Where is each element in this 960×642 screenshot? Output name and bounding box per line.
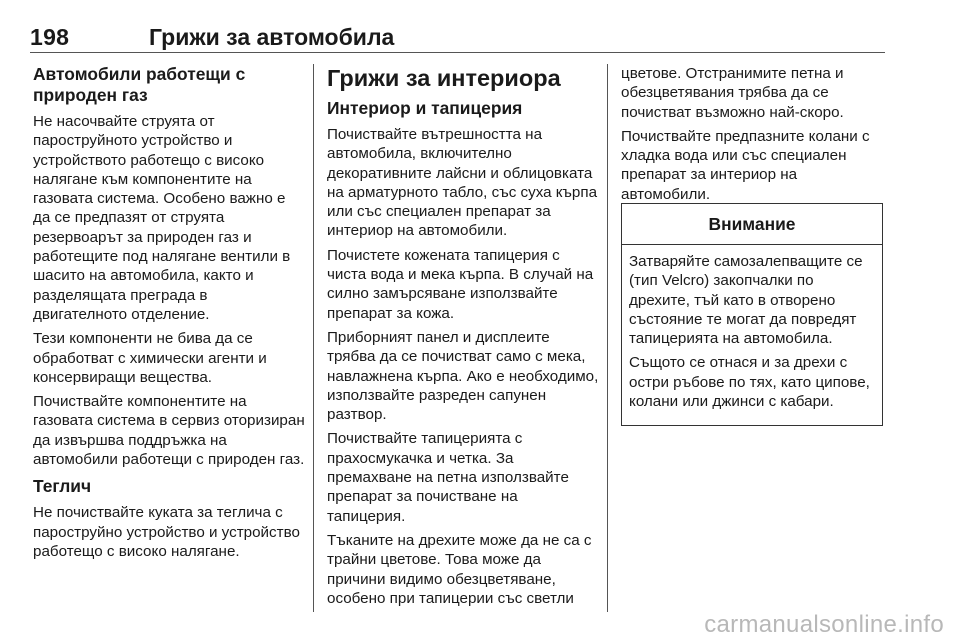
notice-title: Внимание (622, 204, 882, 245)
seatbelt-paragraph: Почиствайте предпазните колани с хладка вода или със специален препарат за интериор на автомобили. (621, 127, 870, 203)
interior-care-title: Грижи за интериора (327, 65, 561, 91)
cng-paragraph-3: Почиствайте компонентите на газовата система в сервиз оторизиран да извършва поддръжка на автомобили работещи с природен газ. (33, 393, 305, 469)
interior-paragraph-4: Почиствайте тапицерията с прахосмукачка и четка. За премахване на петна използвайте препарат за почистване на тапицерия. (327, 430, 569, 525)
notice-box (621, 203, 883, 426)
towbar-paragraph: Не почиствайте куката за теглича с пароструйно устройство и устройство работещо с високо налягане. (33, 504, 300, 560)
column-divider-1 (313, 64, 314, 612)
cng-paragraph-2: Тези компоненти не бива да се обработват с химически агенти и консервиращи вещества. (33, 330, 267, 386)
interior-upholstery-heading: Интериор и тапицерия (327, 98, 523, 118)
column-divider-2 (607, 64, 608, 612)
interior-paragraph-1: Почиствайте вътрешността на автомобила, включително декоративните лайсни и облицовката на арматурното табло, със суха кърпа или със специален препарат за интериор на автомобили. (327, 126, 598, 240)
notice-paragraph-1: Затваряйте самозалепващите се (тип Velcro) закопчалки по дрехите, тъй като в отворено състояние те могат да повредят тапицерията на автомобила. (629, 253, 863, 348)
towbar-heading: Теглич (33, 476, 92, 497)
page-number: 198 (30, 24, 70, 50)
column-right (621, 64, 889, 209)
cng-heading: Автомобили работещи с природен газ (33, 64, 246, 105)
notice-paragraph-2: Същото се отнася и за дрехи с остри ръбове по тях, като ципове, колани или джинси с кабари. (629, 354, 870, 411)
notice-body (622, 245, 882, 411)
column-middle (327, 64, 599, 613)
interior-paragraph-2: Почистете кожената тапицерия с чиста вода и мека кърпа. В случай на силно замърсяване използвайте препарат за кожа. (327, 246, 594, 322)
interior-paragraph-3: Приборният панел и дисплеите трябва да се почистват само с мека, навлажнена кърпа. Ако е необходимо, използвайте разреден сапунен разтвор. (327, 328, 599, 424)
page-header (30, 22, 885, 53)
cng-paragraph-1: Не насочвайте струята от пароструйното устройство и устройството работещо с високо налягане към компонентите на газовата система. Особено важно е да се предпазят от струята резервоарът за природен газ и работещите под налягане вентили в шасито на автомобила, както и разделящата преграда в двигателното отделение. (33, 113, 291, 323)
continued-paragraph-1: цветове. Отстранимите петна и обезцветявания трябва да се почистват възможно най-скоро. (621, 65, 844, 121)
interior-paragraph-5: Тъканите на дрехите може да не са с трайни цветове. Това може да причини видимо обезцветяване, особено при тапицерии със светли (327, 531, 592, 607)
column-left (33, 64, 305, 566)
section-title: Грижи за автомобила (149, 24, 395, 50)
watermark: carmanualsonline.info (704, 611, 944, 638)
